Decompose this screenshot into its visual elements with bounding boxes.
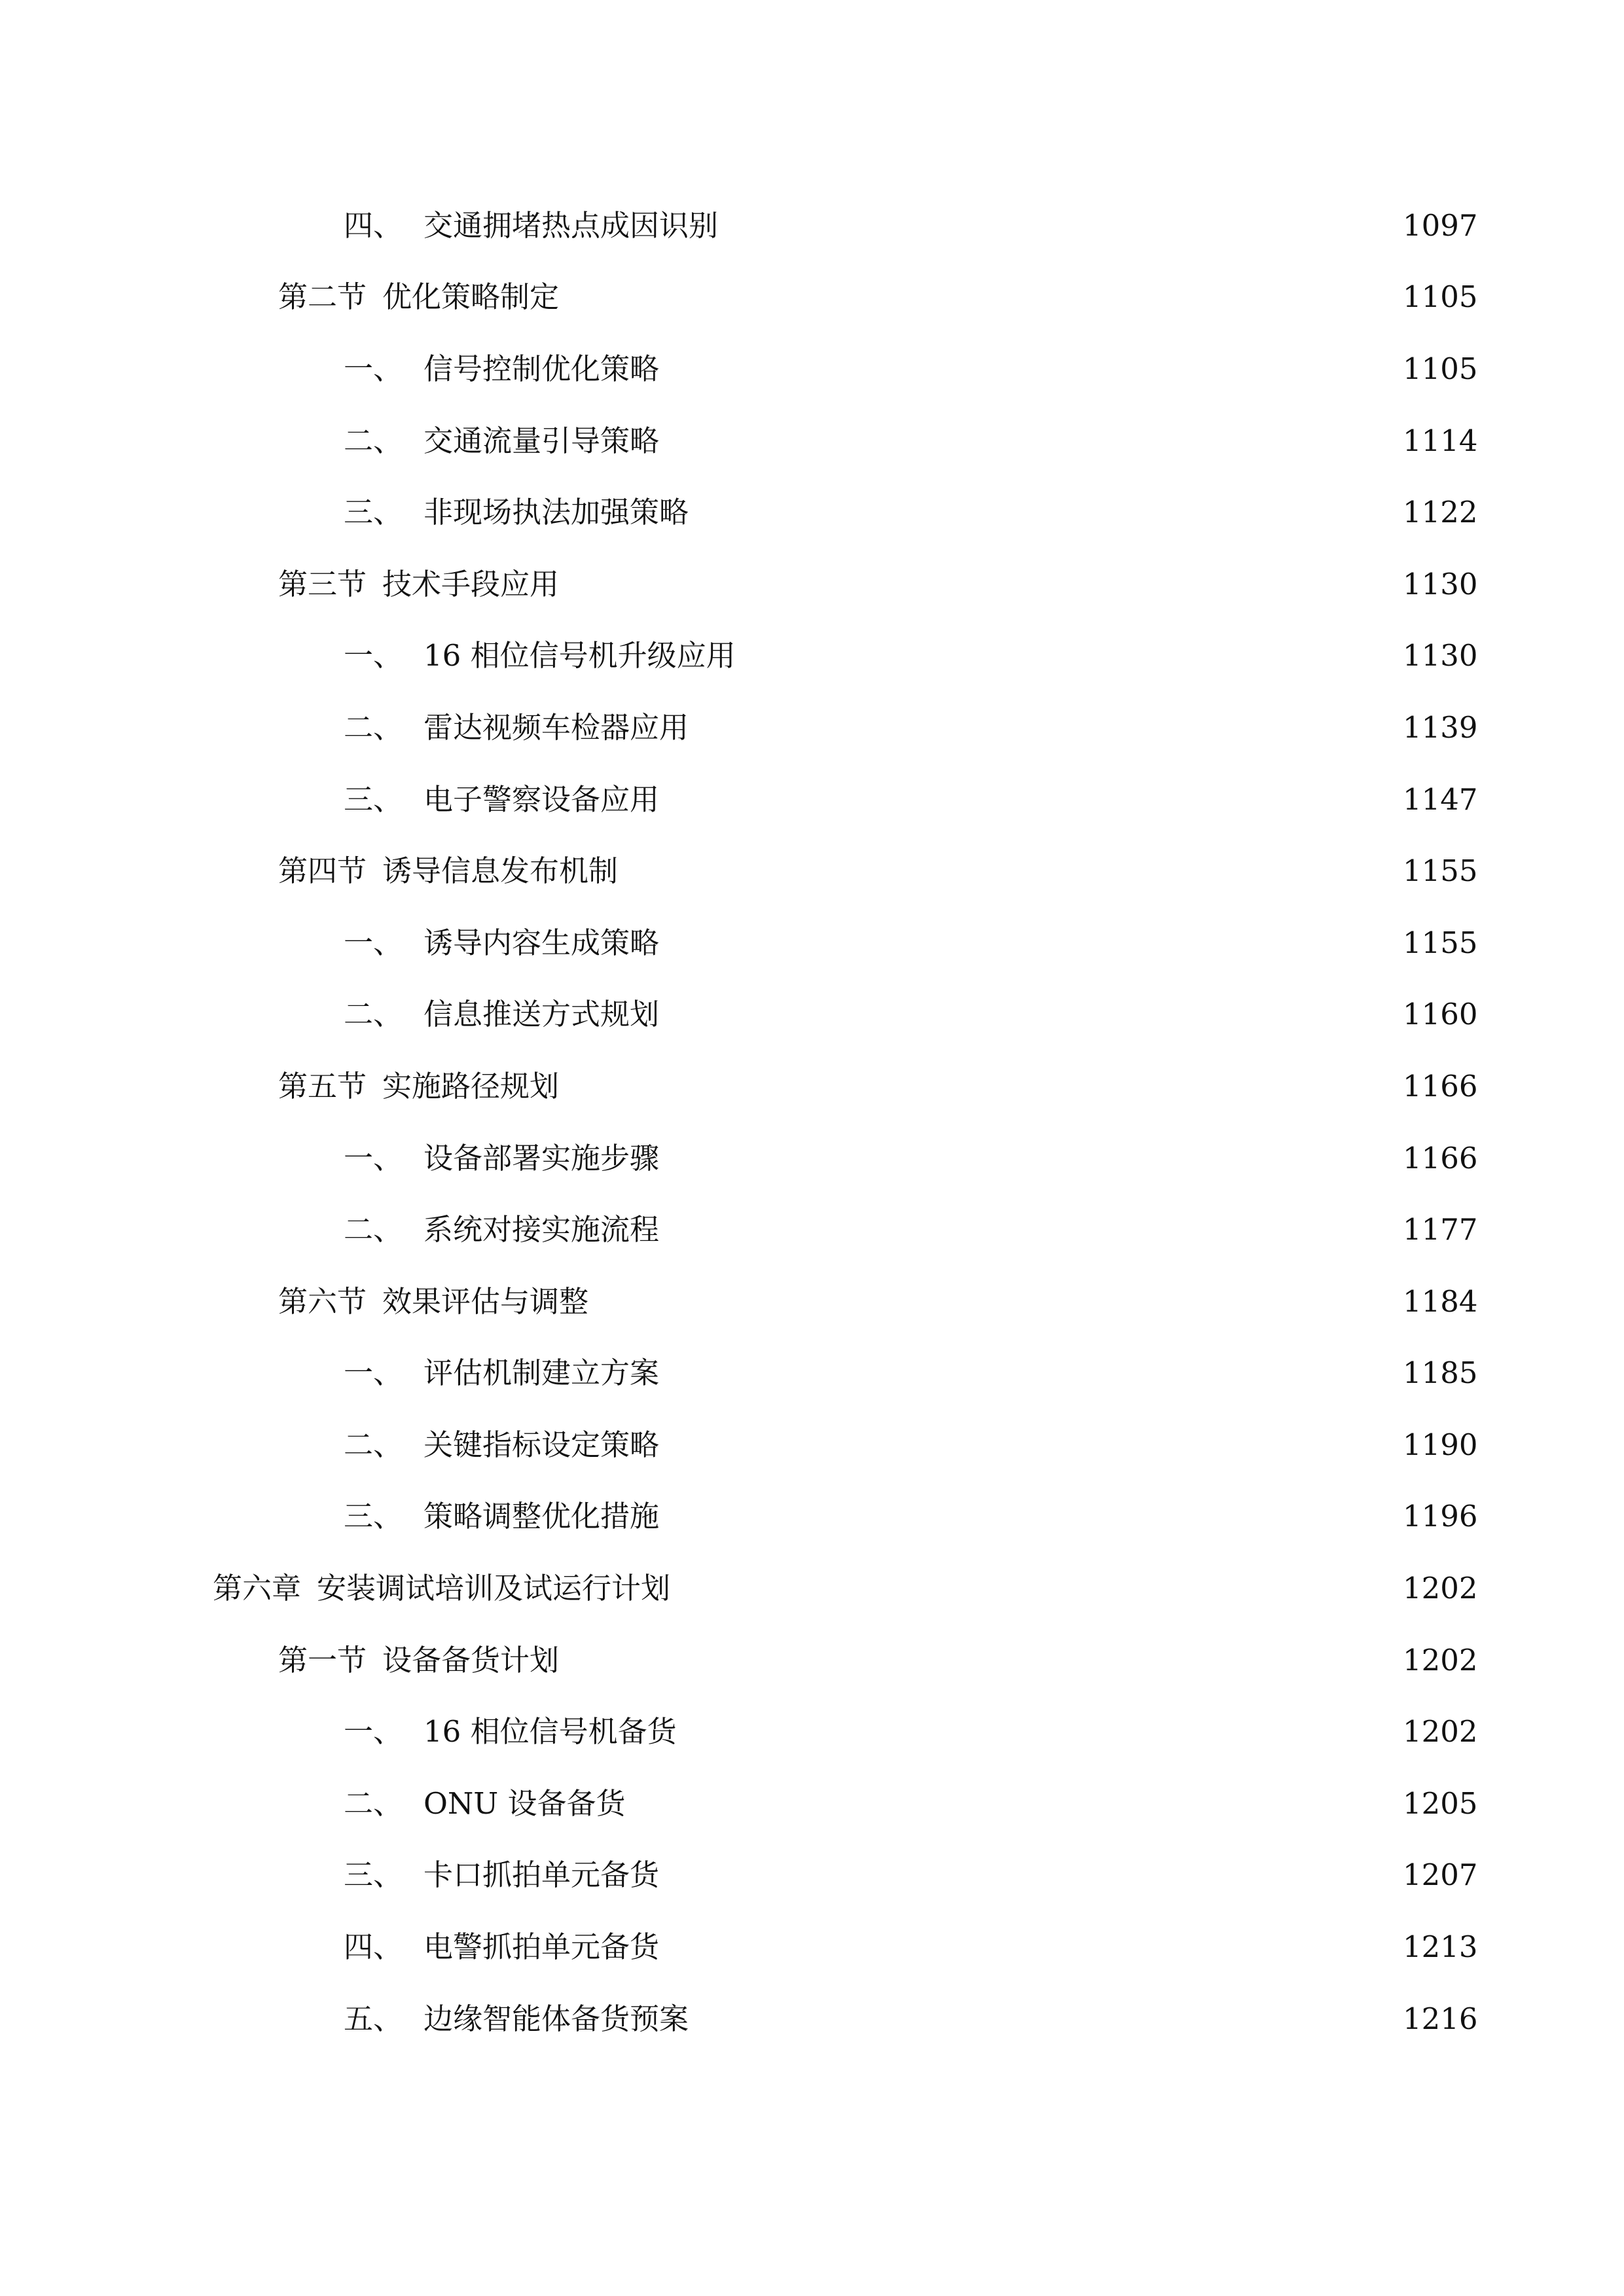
toc-entry[interactable] [0,548,1624,620]
toc-entry-title: 评估机制建立方案 [424,1355,660,1391]
toc-entry[interactable] [0,692,1624,764]
toc-entry-text [344,924,659,963]
dot-leader [667,1426,1394,1465]
toc-entry-text [344,2000,689,2039]
toc-page-number: 1166 [1403,1140,1478,1175]
dot-leader [667,1856,1394,1895]
toc-entry[interactable] [0,1194,1624,1266]
toc-entry-text [278,852,618,891]
toc-entry-title: 信号控制优化策略 [424,351,660,386]
toc-entry-text [278,1067,559,1106]
dot-leader [667,780,1394,819]
toc-entry-title: 诱导信息发布机制 [382,853,619,889]
toc-entry-prefix: 三、 [344,1499,403,1534]
toc-entry-text [344,350,659,389]
toc-entry-prefix: 四、 [344,1929,403,1965]
dot-leader [596,1282,1394,1321]
dot-leader [667,350,1394,389]
toc-page-number: 1160 [1403,997,1478,1032]
toc-entry[interactable] [0,1122,1624,1194]
toc-entry-prefix: 第三节 [278,566,367,601]
toc-entry-prefix: 二、 [344,1427,403,1462]
dot-leader [667,1139,1394,1178]
toc-entry[interactable] [0,835,1624,907]
toc-entry-title: 边缘智能体备货预案 [424,2001,689,2036]
toc-entry-title: ONU 设备备货 [424,1785,626,1821]
toc-entry-title: 诱导内容生成策略 [424,925,660,960]
dot-leader [626,852,1394,891]
toc-page-number: 1202 [1403,1714,1478,1749]
toc-page-number: 1122 [1403,495,1478,530]
toc-entry-prefix: 三、 [344,1857,403,1893]
toc-entry[interactable] [0,1983,1624,2055]
toc-entry-text [278,565,559,604]
toc-page-number: 1139 [1403,709,1478,745]
toc-entry-text [344,493,689,532]
toc-page-number: 1166 [1403,1068,1478,1103]
toc-entry-title: 16 相位信号机备货 [424,1714,677,1749]
toc-page-number: 1184 [1403,1283,1478,1319]
toc-entry-text [344,206,718,245]
toc-entry-text [344,1497,659,1536]
toc-entry-text [344,1354,659,1393]
toc-entry-text [213,1569,670,1608]
toc-entry-title: 设备备货计划 [382,1642,560,1677]
toc-page-number: 1177 [1403,1212,1478,1247]
toc-entry-text [344,1426,659,1465]
toc-entry-title: 优化策略制定 [382,279,560,315]
toc-entry[interactable] [0,1552,1624,1624]
toc-entry-title: 效果评估与调整 [382,1283,589,1319]
toc-entry-text [344,422,659,461]
dot-leader [696,493,1394,532]
toc-entry-prefix: 第四节 [278,853,367,889]
dot-leader [696,2000,1394,2039]
toc-entry-prefix: 第一节 [278,1642,367,1677]
dot-leader [685,1712,1394,1751]
toc-page-number: 1207 [1403,1857,1478,1893]
toc-entry[interactable] [0,1481,1624,1553]
toc-page-number: 1130 [1403,566,1478,601]
toc-entry-title: 安装调试培训及试运行计划 [317,1571,671,1606]
table-of-contents [0,190,1624,2054]
toc-page-number: 1213 [1403,1929,1478,1965]
toc-entry-prefix: 二、 [344,1785,403,1821]
toc-entry-prefix: 一、 [344,925,403,960]
toc-entry[interactable] [0,476,1624,548]
toc-entry[interactable] [0,405,1624,477]
dot-leader [667,1210,1394,1249]
toc-entry-title: 卡口抓拍单元备货 [424,1857,660,1893]
toc-entry-prefix: 二、 [344,997,403,1032]
toc-entry[interactable] [0,1768,1624,1840]
toc-page-number: 1105 [1403,351,1478,386]
toc-entry[interactable] [0,1696,1624,1768]
toc-entry[interactable] [0,907,1624,979]
toc-entry[interactable] [0,979,1624,1051]
toc-page-number: 1097 [1403,207,1478,243]
dot-leader [634,1784,1394,1823]
toc-entry-text [278,1641,559,1680]
toc-entry-text [344,1856,659,1895]
toc-page-number: 1147 [1403,781,1478,817]
toc-entry[interactable] [0,1266,1624,1338]
dot-leader [567,1641,1394,1680]
toc-entry-title: 雷达视频车检器应用 [424,709,689,745]
toc-entry[interactable] [0,1409,1624,1481]
toc-entry-title: 电警抓拍单元备货 [424,1929,660,1965]
toc-page-number: 1216 [1403,2001,1478,2036]
toc-entry-text [278,1282,588,1321]
toc-entry-prefix: 第五节 [278,1068,367,1103]
toc-page-number: 1130 [1403,638,1478,673]
toc-entry-text [344,1139,659,1178]
dot-leader [567,565,1394,604]
toc-entry-prefix: 二、 [344,423,403,458]
toc-entry-prefix: 二、 [344,1212,403,1247]
toc-entry-title: 信息推送方式规划 [424,997,660,1032]
dot-leader [667,1354,1394,1393]
toc-entry[interactable] [0,1050,1624,1122]
toc-entry-title: 策略调整优化措施 [424,1499,660,1534]
toc-entry-prefix: 第六章 [213,1571,302,1606]
toc-entry-text [344,1210,659,1249]
toc-entry-text [344,1712,677,1751]
toc-entry-text [344,1928,659,1967]
dot-leader [696,708,1394,747]
toc-entry[interactable] [0,1624,1624,1696]
toc-entry[interactable] [0,262,1624,334]
toc-entry-prefix: 一、 [344,1355,403,1391]
dot-leader [567,278,1394,317]
toc-entry-text [344,995,659,1034]
toc-entry-prefix: 四、 [344,207,403,243]
toc-page-number: 1155 [1403,925,1478,960]
toc-entry[interactable] [0,764,1624,836]
toc-page-number: 1185 [1403,1355,1478,1391]
toc-entry-prefix: 第六节 [278,1283,367,1319]
toc-page-number: 1114 [1403,423,1478,458]
toc-entry[interactable] [0,1840,1624,1912]
toc-page-number: 1202 [1403,1571,1478,1606]
dot-leader [567,1067,1394,1106]
toc-entry-title: 技术手段应用 [382,566,560,601]
toc-entry-prefix: 一、 [344,351,403,386]
toc-page-number: 1190 [1403,1427,1478,1462]
toc-page-number: 1105 [1403,279,1478,315]
dot-leader [667,924,1394,963]
dot-leader [667,1928,1394,1967]
toc-entry-prefix: 一、 [344,638,403,673]
toc-entry-prefix: 五、 [344,2001,403,2036]
toc-entry[interactable] [0,333,1624,405]
toc-entry-prefix: 一、 [344,1714,403,1749]
toc-entry-prefix: 三、 [344,781,403,817]
toc-entry-text [344,636,736,675]
toc-entry-title: 系统对接实施流程 [424,1212,660,1247]
toc-entry-title: 交通拥堵热点成因识别 [424,207,719,243]
toc-page-number: 1155 [1403,853,1478,889]
toc-entry-text [344,780,659,819]
toc-entry-prefix: 二、 [344,709,403,745]
toc-entry[interactable] [0,190,1624,262]
toc-entry-title: 16 相位信号机升级应用 [424,638,736,673]
dot-leader [667,1497,1394,1536]
toc-entry-title: 非现场执法加强策略 [424,495,689,530]
toc-entry-prefix: 第二节 [278,279,367,315]
toc-entry-title: 关键指标设定策略 [424,1427,660,1462]
toc-entry-text [344,708,689,747]
dot-leader [726,206,1394,245]
dot-leader [678,1569,1394,1608]
toc-page-number: 1196 [1403,1499,1478,1534]
toc-entry-title: 电子警察设备应用 [424,781,660,817]
toc-entry[interactable] [0,1911,1624,1983]
toc-entry-title: 交通流量引导策略 [424,423,660,458]
toc-entry-text [344,1784,626,1823]
dot-leader [667,995,1394,1034]
toc-entry[interactable] [0,620,1624,692]
toc-entry-title: 设备部署实施步骤 [424,1140,660,1175]
toc-entry[interactable] [0,1338,1624,1410]
toc-entry-text [278,278,559,317]
toc-entry-title: 实施路径规划 [382,1068,560,1103]
dot-leader [667,422,1394,461]
toc-page-number: 1205 [1403,1785,1478,1821]
dot-leader [744,636,1394,675]
toc-entry-prefix: 一、 [344,1140,403,1175]
toc-page-number: 1202 [1403,1642,1478,1677]
toc-entry-prefix: 三、 [344,495,403,530]
